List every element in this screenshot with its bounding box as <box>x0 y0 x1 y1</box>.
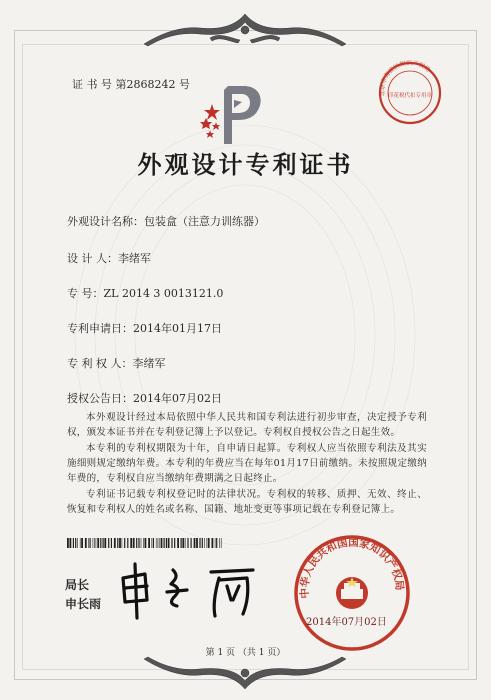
border-ornament-icon <box>140 8 350 48</box>
field-application-date <box>67 320 222 336</box>
field-patentee <box>67 355 166 371</box>
patent-logo-icon <box>198 82 268 146</box>
national-emblem-icon <box>336 577 368 609</box>
barcode-icon <box>67 538 222 548</box>
svg-text:印花税代扣专用章: 印花税代扣专用章 <box>387 93 433 99</box>
tax-stamp-seal <box>377 60 443 126</box>
field-label: 授权公告日： <box>67 392 133 405</box>
certificate-number: 证 书 号 第2868242 号 <box>72 78 190 91</box>
field-label: 专 利 权 人： <box>67 357 133 370</box>
field-label: 专利申请日： <box>67 322 133 335</box>
field-label: 设 计 人： <box>67 252 118 265</box>
official-seal <box>292 533 412 653</box>
field-value: 包装盒（注意力训练器） <box>144 215 265 228</box>
seal-date: 2014年07月02日 <box>306 617 387 628</box>
paragraph-legal-status: 专利证书记载专利权登记时的法律状况。专利权的转移、质押、无效、终止、恢复和专利权人的姓名或名称、国籍、地址变更等事项记载在专利登记簿上。 <box>67 489 427 515</box>
field-value: 李绪军 <box>132 357 166 370</box>
field-value: 李绪军 <box>118 252 151 265</box>
field-label: 专 号： <box>67 287 104 300</box>
field-design-name <box>67 213 265 229</box>
paragraph-term: 本专利的专利权期限为十年，自申请日起算。专利权人应当依照专利法及其实施细则规定缴纳年费。本专利的年费应当在每年01月17日前缴纳。未按照规定缴纳年费的，专利权自应当缴纳年费期满之日起终止。 <box>67 443 427 484</box>
director-signature <box>115 556 265 626</box>
svg-text:北京市海淀区知识产权局: 北京市海淀区知识产权局 <box>378 60 432 97</box>
field-value: ZL 2014 3 0013121.0 <box>103 287 224 300</box>
page-footer: 第 1 页 （共 1 页） <box>205 648 286 658</box>
svg-text:中华人民共和国国家知识产权局: 中华人民共和国国家知识产权局 <box>298 536 406 599</box>
field-designer <box>67 250 151 266</box>
field-label: 外观设计名称： <box>67 215 144 228</box>
director-label: 局长 <box>65 578 90 592</box>
field-value: 2014年01月17日 <box>133 322 222 335</box>
field-patent-number <box>67 285 223 301</box>
field-grant-date <box>67 390 222 406</box>
paragraph-grant: 本外观设计经过本局依照中华人民共和国专利法进行初步审查，决定授予专利权，颁发本证书并在专利登记簿上予以登记。专利权自授权公告之日起生效。 <box>67 412 427 438</box>
certificate-title: 外观设计专利证书 <box>137 150 354 179</box>
field-value: 2014年07月02日 <box>133 392 222 405</box>
director-name: 申长雨 <box>65 597 102 611</box>
border-ornament-icon <box>140 655 350 695</box>
